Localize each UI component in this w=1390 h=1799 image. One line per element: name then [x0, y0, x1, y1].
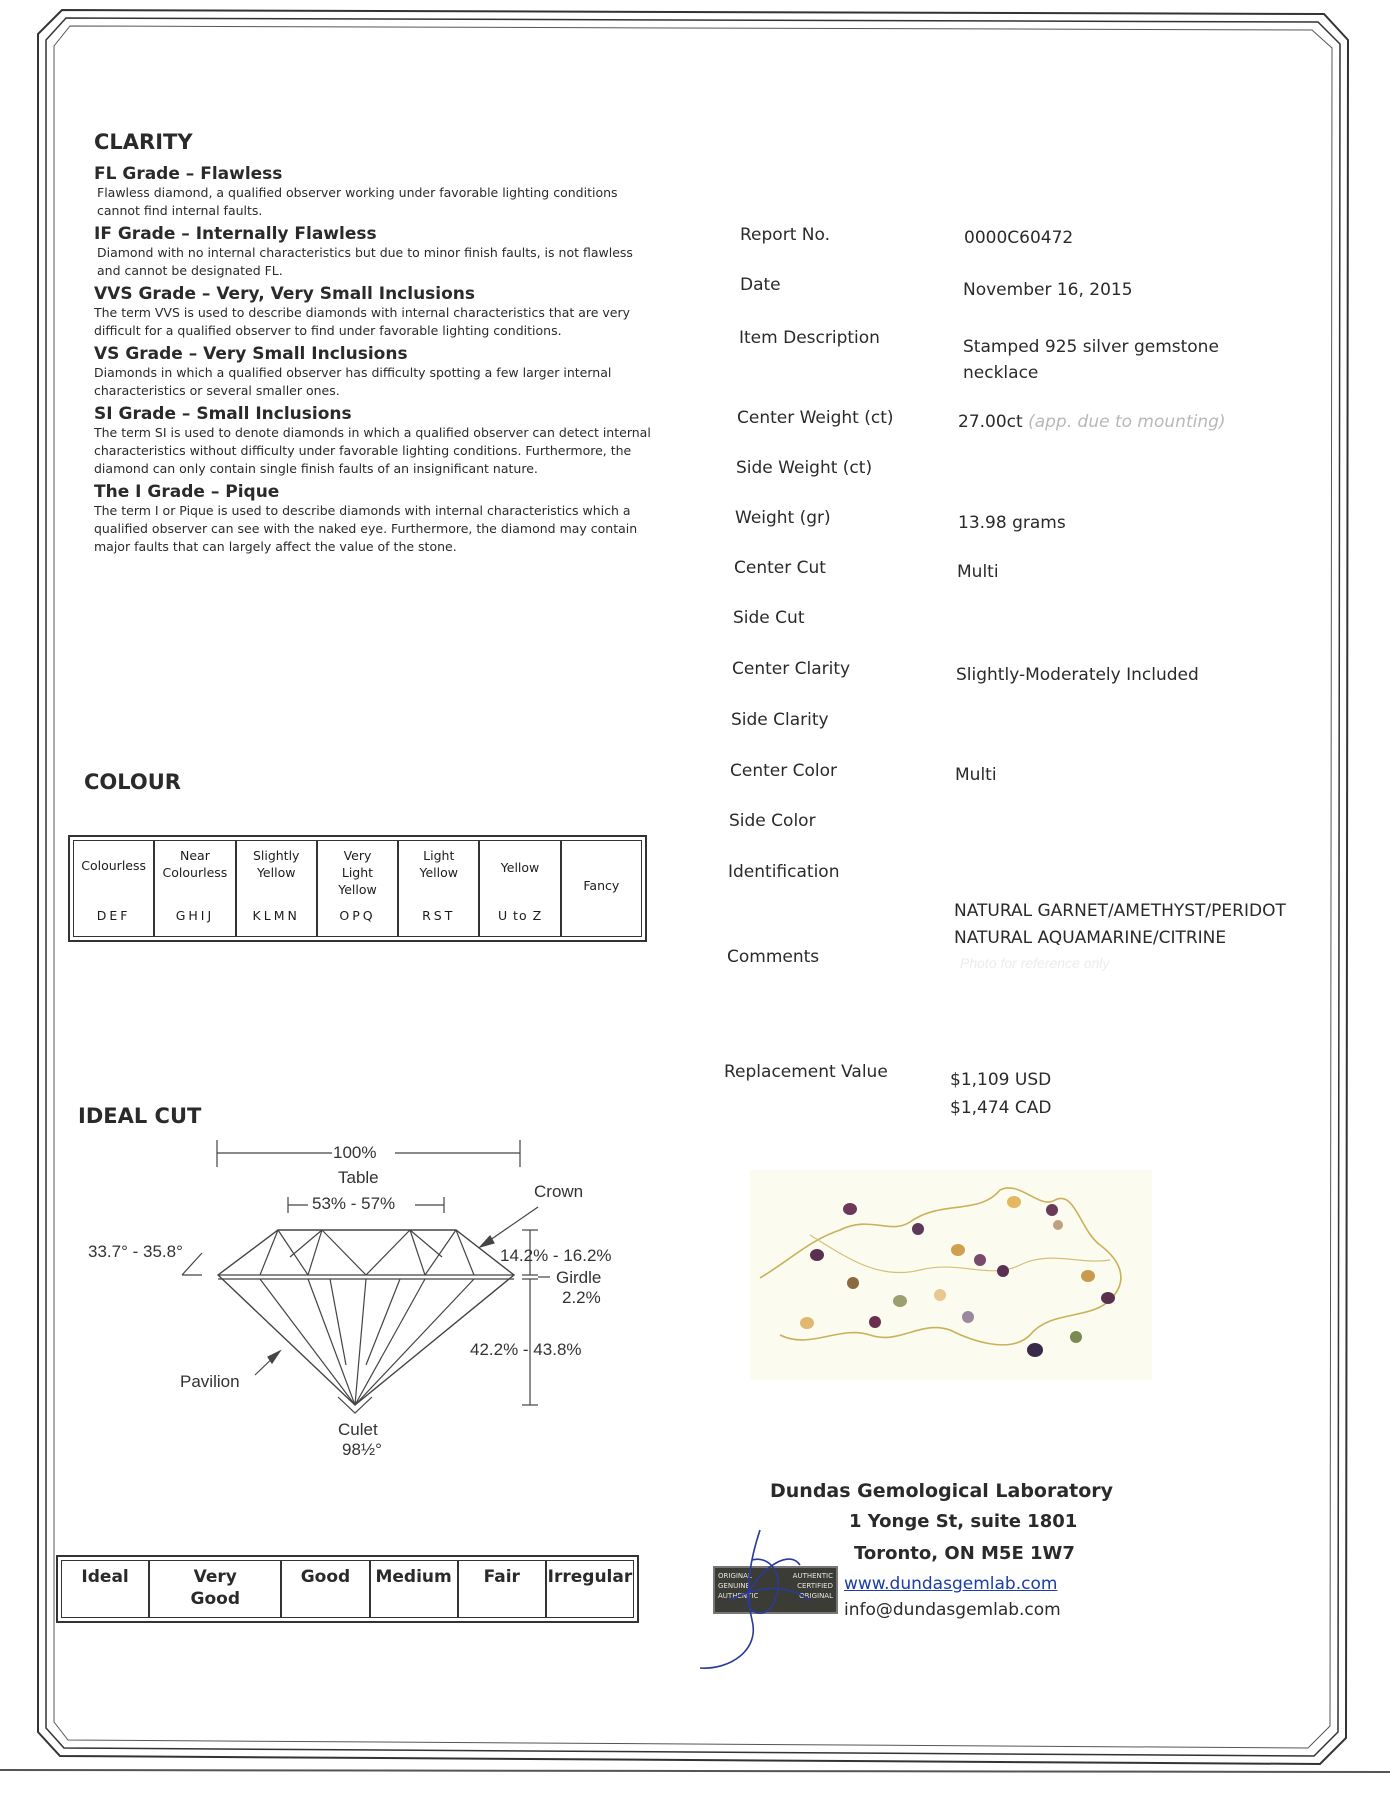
grade-title: The I Grade – Pique: [94, 482, 280, 502]
cut-grade-cell: Ideal: [62, 1561, 150, 1617]
colour-cell: Slightly Yellow KLMN: [237, 841, 318, 936]
cut-grade-cell: Good: [282, 1561, 370, 1617]
crown-angle-label: 33.7° - 35.8°: [88, 1242, 183, 1261]
report-value: Multi: [955, 765, 997, 785]
cut-grade-cell: Fair: [459, 1561, 547, 1617]
grade-description: The term I or Pique is used to describe diamonds with internal characteristics which a qualified observer can see with the naked eye. Furthermore, the diamond may contain major faults that can largely affect the value of the stone.: [94, 503, 638, 554]
weight-note: (app. due to mounting): [1028, 412, 1226, 432]
colour-cell: Light Yellow RST: [399, 841, 480, 936]
report-value: 27.00ct (app. due to mounting): [958, 412, 1226, 432]
table-range-label: 53% - 57%: [312, 1194, 396, 1213]
report-label: Side Cut: [733, 608, 805, 628]
report-label: Identification: [728, 862, 840, 882]
report-label: Side Weight (ct): [736, 458, 873, 478]
lab-address-line1: 1 Yonge St, suite 1801: [849, 1511, 1078, 1532]
grade-description: Flawless diamond, a qualified observer working under favorable lighting conditions cannot find internal faults.: [97, 185, 618, 218]
pavilion-label: Pavilion: [180, 1372, 240, 1391]
report-value: November 16, 2015: [963, 280, 1133, 300]
grade-description: The term VVS is used to describe diamonds with internal characteristics that are very difficult for a qualified observer to find under favorable lighting conditions.: [94, 305, 631, 338]
grade-description: Diamonds in which a qualified observer has difficulty spotting a few larger internal characteristics or several smaller ones.: [94, 365, 612, 398]
report-value: 0000C60472: [964, 228, 1074, 248]
authenticity-hologram: ORIGINAL AUTHENTIC GENUINE CERTIFIED AUTHENTIC ORIGINAL: [713, 1566, 838, 1614]
colour-cell: Yellow U to Z: [480, 841, 561, 936]
report-label: Center Clarity: [732, 659, 851, 679]
comments-label: Comments: [727, 947, 820, 967]
clarity-grade-i: [94, 482, 657, 556]
culet-angle-label: 98½°: [342, 1440, 382, 1459]
report-value: Multi: [957, 562, 999, 582]
report-value: Slightly-Moderately Included: [956, 665, 1199, 685]
lab-address-line2: Toronto, ON M5E 1W7: [854, 1543, 1075, 1564]
report-label: Side Color: [729, 811, 816, 831]
replacement-label: Replacement Value: [724, 1062, 888, 1082]
colour-cell: Colourless DEF: [74, 841, 155, 936]
report-label: Center Weight (ct): [737, 408, 894, 428]
clarity-grade-si: [94, 404, 657, 478]
clarity-grade-if: [94, 224, 657, 280]
identification-line: NATURAL GARNET/AMETHYST/PERIDOT: [954, 901, 1286, 921]
colour-cell: Near Colourless GHIJ: [155, 841, 236, 936]
report-label: Center Cut: [734, 558, 826, 578]
ideal-cut-heading: IDEAL CUT: [78, 1104, 202, 1128]
report-label: Date: [740, 275, 781, 295]
replacement-cad: $1,474 CAD: [950, 1098, 1052, 1118]
report-label: Report No.: [740, 225, 830, 245]
identification-line: NATURAL AQUAMARINE/CITRINE: [954, 928, 1227, 948]
crown-height-label: 14.2% - 16.2%: [500, 1246, 612, 1265]
crown-label: Crown: [534, 1182, 584, 1201]
grade-title: VS Grade – Very Small Inclusions: [94, 344, 408, 364]
table-label: Table: [338, 1168, 379, 1187]
colour-grade-table: [68, 835, 647, 942]
comments-value: Photo for reference only: [960, 955, 1110, 971]
cut-grade-cell: Irregular: [547, 1567, 633, 1587]
grade-description: The term SI is used to denote diamonds in which a qualified observer can detect internal characteristics without difficulty under favorable lighting conditions. Furthermore, the diamond can only contain single finish faults of an insignificant nature.: [94, 425, 651, 476]
pavilion-depth-label: 42.2% - 43.8%: [470, 1340, 582, 1359]
grade-title: SI Grade – Small Inclusions: [94, 404, 352, 424]
clarity-heading: CLARITY: [94, 130, 193, 154]
lab-name: Dundas Gemological Laboratory: [770, 1480, 1114, 1502]
width-label: 100%: [333, 1143, 377, 1162]
report-label: Side Clarity: [731, 710, 829, 730]
culet-label: Culet: [338, 1420, 378, 1439]
grade-description: Diamond with no internal characteristics but due to minor finish faults, is not flawless and cannot be designated FL.: [97, 245, 633, 278]
necklace-image: [750, 1170, 1152, 1380]
clarity-grade-vvs: [94, 284, 657, 340]
colour-heading: COLOUR: [84, 770, 181, 794]
cut-grade-cell: Medium: [371, 1561, 459, 1617]
girdle-label: Girdle: [556, 1268, 602, 1287]
grade-title: FL Grade – Flawless: [94, 164, 283, 184]
grade-title: VVS Grade – Very, Very Small Inclusions: [94, 284, 476, 304]
clarity-grades: [94, 164, 657, 556]
grade-title: IF Grade – Internally Flawless: [94, 224, 377, 244]
replacement-values: [950, 1066, 1051, 1122]
cut-grade-table: [56, 1555, 639, 1623]
girdle-value-label: 2.2%: [562, 1288, 601, 1307]
identification-values: [954, 898, 1286, 952]
report-value: Stamped 925 silver gemstone necklace: [963, 337, 1219, 383]
report-label: Item Description: [739, 328, 880, 348]
signature: [690, 1520, 870, 1680]
colour-cell: Fancy: [583, 878, 620, 893]
clarity-grade-vs: [94, 344, 657, 400]
report-label: Weight (gr): [735, 508, 831, 528]
report-label: Center Color: [730, 761, 838, 781]
cut-grade-cell: Very Good: [150, 1561, 282, 1617]
clarity-grade-fl: [94, 164, 657, 220]
replacement-usd: $1,109 USD: [950, 1070, 1052, 1090]
lab-email: info@dundasgemlab.com: [844, 1600, 1061, 1620]
lab-website-link[interactable]: www.dundasgemlab.com: [844, 1574, 1058, 1594]
colour-cell: Very Light Yellow OPQ: [318, 841, 399, 936]
necklace-photo: [750, 1170, 1152, 1380]
report-value: 13.98 grams: [958, 513, 1066, 533]
